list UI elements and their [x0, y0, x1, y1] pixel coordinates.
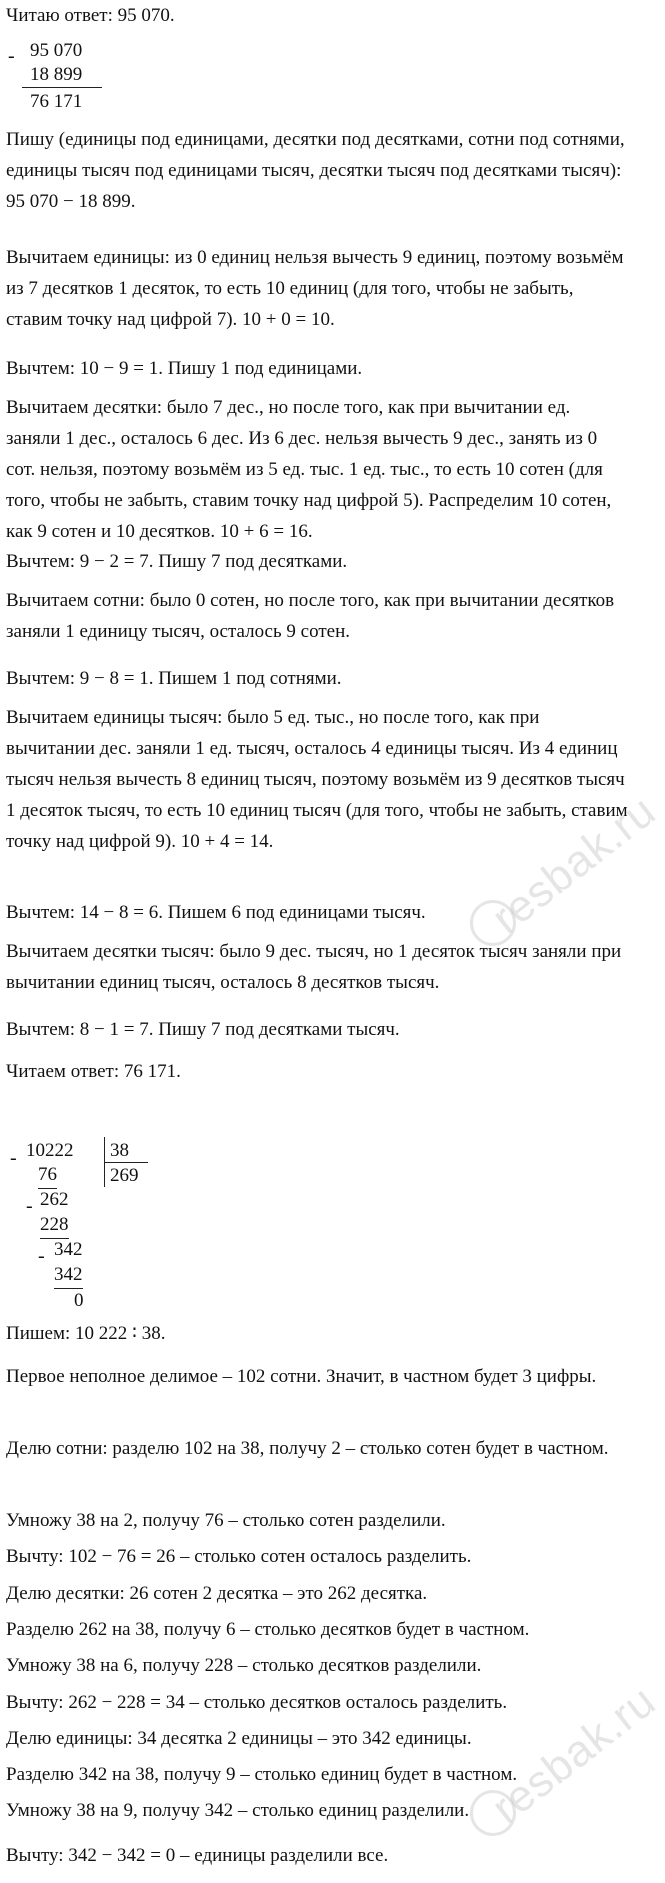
partial-dividend-3: 342 [54, 1239, 83, 1260]
remainder: 0 [74, 1290, 84, 1311]
subtrahend-1: 76 [38, 1162, 57, 1189]
paragraph: Умножу 38 на 9, получу 342 – столько единиц разделили. [6, 1800, 470, 1821]
subtrahend-2: 228 [40, 1212, 69, 1239]
minus-sign: - [8, 45, 15, 67]
read-answer-line: Читаю ответ: 95 070. [6, 5, 175, 26]
paragraph: Вычитаем десятки: было 7 дес., но после того, как при вычитании ед. заняли 1 дес., осталось 6 дес. Из 6 дес. нельзя вычесть 9 дес., занять из 0 сот. нельзя, поэтому возьмём из 5 ед. тыс. 1 ед. тыс., то есть 10 сотен (для того, чтобы не забыть, ставим точку над цифрой 5). Распределим 10 сотен, как 9 сотен и 10 десятков. 10 + 6 = 16. [6, 397, 612, 542]
sum-line [22, 87, 102, 88]
minus-sign: - [38, 1245, 45, 1267]
paragraph: Вычитаем единицы: из 0 единиц нельзя вычесть 9 единиц, поэтому возьмём из 7 десятков 1 десяток, то есть 10 единиц (для того, чтобы не забыть, ставим точку над цифрой 7). 10 + 0 = 10. [6, 247, 624, 330]
paragraph: Пишу (единицы под единицами, десятки под десятками, сотни под сотнями, единицы тысяч под единицами тысяч, десятки тысяч под десятками тысяч): 95 070 − 18 899. [6, 129, 625, 212]
paragraph: Пишем: 10 222 ∶ 38. [6, 1323, 166, 1344]
paragraph: Вычитаем десятки тысяч: было 9 дес. тысяч, но 1 десяток тысяч заняли при вычитании единиц тысяч, осталось 8 десятков тысяч. [6, 941, 622, 993]
divisor: 38 [110, 1140, 129, 1161]
minus-sign: - [26, 1195, 33, 1217]
minus-sign: - [10, 1147, 17, 1169]
paragraph: Умножу 38 на 6, получу 228 – столько десятков разделили. [6, 1655, 482, 1676]
partial-dividend-2: 262 [40, 1189, 69, 1210]
quotient: 269 [110, 1165, 139, 1186]
paragraph: Вычту: 262 − 228 = 34 – столько десятков осталось разделить. [6, 1692, 508, 1713]
difference: 76 171 [30, 91, 83, 112]
subtrahend-3: 342 [54, 1262, 83, 1289]
paragraph: Разделю 262 на 38, получу 6 – столько десятков будет в частном. [6, 1619, 530, 1640]
paragraph: Делю десятки: 26 сотен 2 десятка – это 262 десятка. [6, 1583, 428, 1604]
paragraph: Вычту: 102 − 76 = 26 – столько сотен осталось разделить. [6, 1546, 472, 1567]
paragraph: Делю единицы: 34 десятка 2 единицы – это 342 единицы. [6, 1728, 472, 1749]
paragraph: Первое неполное делимое – 102 сотни. Значит, в частном будет 3 цифры. [6, 1366, 597, 1387]
paragraph: Умножу 38 на 2, получу 76 – столько сотен разделили. [6, 1510, 446, 1531]
paragraph: Вычтем: 14 − 8 = 6. Пишем 6 под единицами тысяч. [6, 902, 426, 923]
watermark: resbak.ru [483, 786, 665, 944]
paragraph: Вычитаем единицы тысяч: было 5 ед. тыс., но после того, как при вычитании дес. заняли 1 ед. тысяч, осталось 4 единицы тысяч. Из 4 единиц тысяч нельзя вычесть 8 единиц тысяч, поэтому возьмём из 9 десятков тысяч 1 десяток тысяч, то есть 10 единиц тысяч (для того, чтобы не забыть, ставим точку над цифрой 9). 10 + 4 = 14. [6, 707, 628, 852]
paragraph: Вычтем: 8 − 1 = 7. Пишу 7 под десятками тысяч. [6, 1019, 400, 1040]
paragraph: Делю сотни: разделю 102 на 38, получу 2 – столько сотен будет в частном. [6, 1438, 609, 1459]
paragraph: Читаем ответ: 76 171. [6, 1061, 181, 1082]
paragraph: Разделю 342 на 38, получу 9 – столько единиц будет в частном. [6, 1764, 518, 1785]
paragraph: Вычту: 342 − 342 = 0 – единицы разделили все. [6, 1845, 389, 1866]
watermark: resbak.ru [483, 1676, 665, 1834]
paragraph: Вычтем: 9 − 2 = 7. Пишу 7 под десятками. [6, 551, 348, 572]
paragraph: Вычтем: 9 − 8 = 1. Пишем 1 под сотнями. [6, 668, 342, 689]
subtrahend: 18 899 [30, 64, 83, 85]
paragraph: Вычитаем сотни: было 0 сотен, но после того, как при вычитании десятков заняли 1 единицу тысяч, осталось 9 сотен. [6, 590, 615, 642]
dividend: 10222 [26, 1140, 74, 1161]
minuend: 95 070 [30, 40, 83, 61]
paragraph: Вычтем: 10 − 9 = 1. Пишу 1 под единицами. [6, 358, 363, 379]
